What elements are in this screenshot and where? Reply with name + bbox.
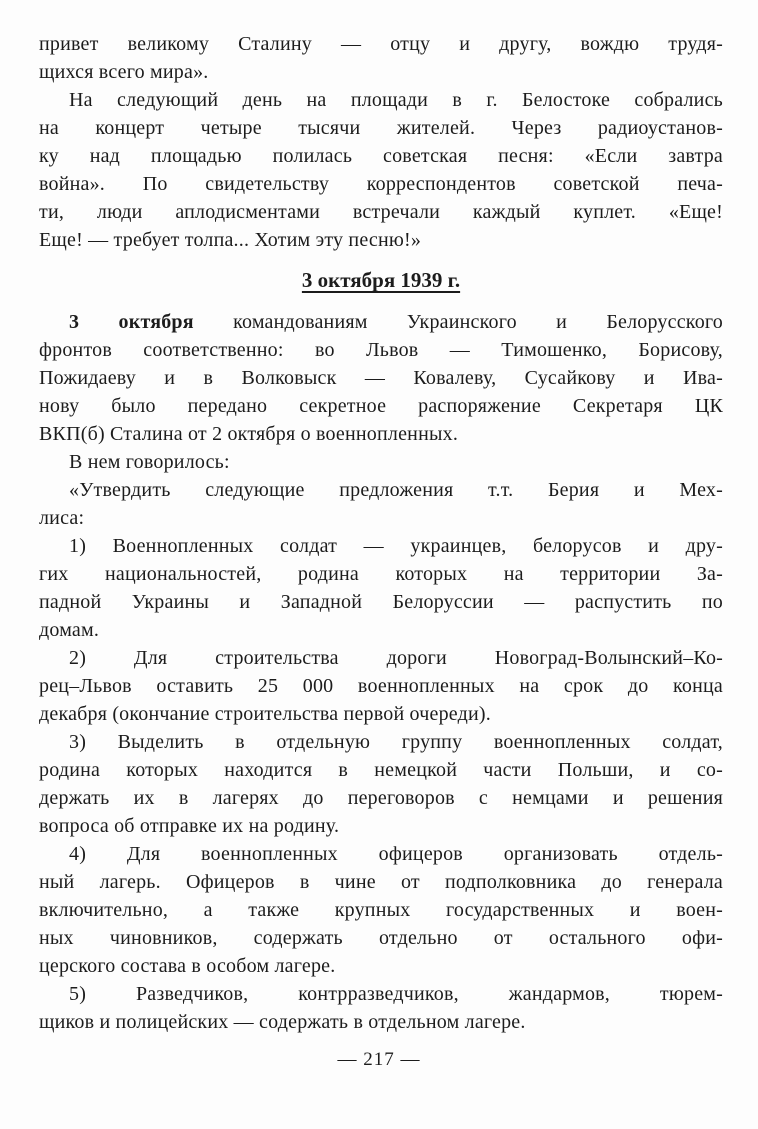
text-run: Еще! — требует толпа... Хотим эту песню!»: [39, 229, 422, 251]
text-line: [39, 812, 723, 840]
text-line: [39, 532, 723, 560]
text-line: [39, 392, 723, 420]
text-run: ный лагерь. Офицеров в чине от подполковника до генерала: [39, 871, 723, 893]
text-run: лиса:: [39, 507, 85, 529]
text-run: ВКП(б) Сталина от 2 октября о военнопленных.: [39, 423, 459, 445]
text-run: война». По свидетельству корреспондентов советской печа-: [39, 173, 723, 195]
text-run: 4) Для военнопленных офицеров организовать отдель-: [69, 843, 723, 865]
text-run: включительно, а также крупных государственных и воен-: [39, 899, 723, 921]
text-run: домам.: [39, 619, 100, 641]
text-line: [39, 952, 723, 980]
list-item-2: [39, 644, 723, 728]
text-line: [39, 448, 723, 476]
text-run: «Утвердить следующие предложения т.т. Берия и Мех-: [69, 479, 723, 501]
text-line: [39, 1008, 723, 1036]
page-text: [39, 30, 723, 1036]
text-line: [39, 86, 723, 114]
text-line: [39, 364, 723, 392]
text-run: щиков и полицейских — содержать в отдельном лагере.: [39, 1011, 526, 1033]
text-line: [39, 114, 723, 142]
text-line: [39, 308, 723, 336]
list-item-3: [39, 728, 723, 840]
text-line: [39, 198, 723, 226]
text-run: командованиям Украинского и Белорусского: [193, 311, 723, 333]
text-run: ных чиновников, содержать отдельно от остального офи-: [39, 927, 723, 949]
text-line: [39, 476, 723, 504]
page-number: — 217 —: [337, 1049, 421, 1070]
text-line: [39, 504, 723, 532]
paragraph-intro: [39, 448, 723, 476]
bold-text-run: 3 октября: [69, 311, 194, 333]
text-run: фронтов соответственно: во Львов — Тимошенко, Борисову,: [39, 339, 723, 361]
text-run: на концерт четыре тысячи жителей. Через радиоустанов-: [39, 117, 723, 139]
text-line: [39, 672, 723, 700]
text-line: [39, 644, 723, 672]
text-run: падной Украины и Западной Белоруссии — распустить по: [39, 591, 723, 613]
list-item-5: [39, 980, 723, 1036]
text-line: [39, 784, 723, 812]
text-run: рец–Львов оставить 25 000 военнопленных на срок до конца: [39, 675, 723, 697]
text-run: 3) Выделить в отдельную группу военнопленных солдат,: [69, 731, 723, 753]
text-line: [39, 840, 723, 868]
text-run: гих национальностей, родина которых на территории За-: [39, 563, 723, 585]
text-line: [39, 616, 723, 644]
text-run: ти, люди аплодисментами встречали каждый куплет. «Еще!: [39, 201, 723, 223]
text-line: [39, 868, 723, 896]
text-line: [39, 700, 723, 728]
section-heading-text: 3 октября 1939 г.: [301, 268, 461, 292]
text-run: щихся всего мира».: [39, 61, 209, 83]
text-line: [39, 896, 723, 924]
text-run: 2) Для строительства дороги Новоград-Волынский–Ко-: [69, 647, 723, 669]
list-item-1: [39, 532, 723, 644]
text-run: декабря (окончание строительства первой очереди).: [39, 703, 491, 725]
text-line: [39, 980, 723, 1008]
text-line: [39, 924, 723, 952]
text-run: ку над площадью полилась советская песня: «Если завтра: [39, 145, 723, 167]
text-line: [39, 142, 723, 170]
text-run: Пожидаеву и в Волковыск — Ковалеву, Сусайкову и Ива-: [39, 367, 723, 389]
text-run: В нем говорилось:: [69, 451, 230, 473]
text-run: церского состава в особом лагере.: [39, 955, 336, 977]
text-run: родина которых находится в немецкой части Польши, и со-: [39, 759, 723, 781]
text-line: [39, 30, 723, 58]
paragraph-approve: [39, 476, 723, 532]
text-run: нову было передано секретное распоряжение Секретаря ЦК: [39, 395, 723, 417]
text-line: [39, 420, 723, 448]
section-heading: [39, 266, 723, 294]
paragraph-bialystok-concert: [39, 86, 723, 254]
paragraph-secret-order: [39, 308, 723, 448]
text-line: [39, 560, 723, 588]
text-run: На следующий день на площади в г. Белостоке собрались: [69, 89, 723, 111]
text-line: [39, 170, 723, 198]
text-run: 5) Разведчиков, контрразведчиков, жандармов, тюрем-: [69, 983, 723, 1005]
paragraph-continuation: [39, 30, 723, 86]
text-run: вопроса об отправке их на родину.: [39, 815, 340, 837]
list-item-4: [39, 840, 723, 980]
text-run: привет великому Сталину — отцу и другу, вождю трудя-: [39, 33, 723, 55]
text-line: [39, 588, 723, 616]
text-run: держать их в лагерях до переговоров с немцами и решения: [39, 787, 723, 809]
text-line: [39, 728, 723, 756]
text-line: [39, 226, 723, 254]
text-line: [39, 336, 723, 364]
text-run: 1) Военнопленных солдат — украинцев, белорусов и дру-: [69, 535, 723, 557]
text-line: [39, 756, 723, 784]
text-line: [39, 58, 723, 86]
